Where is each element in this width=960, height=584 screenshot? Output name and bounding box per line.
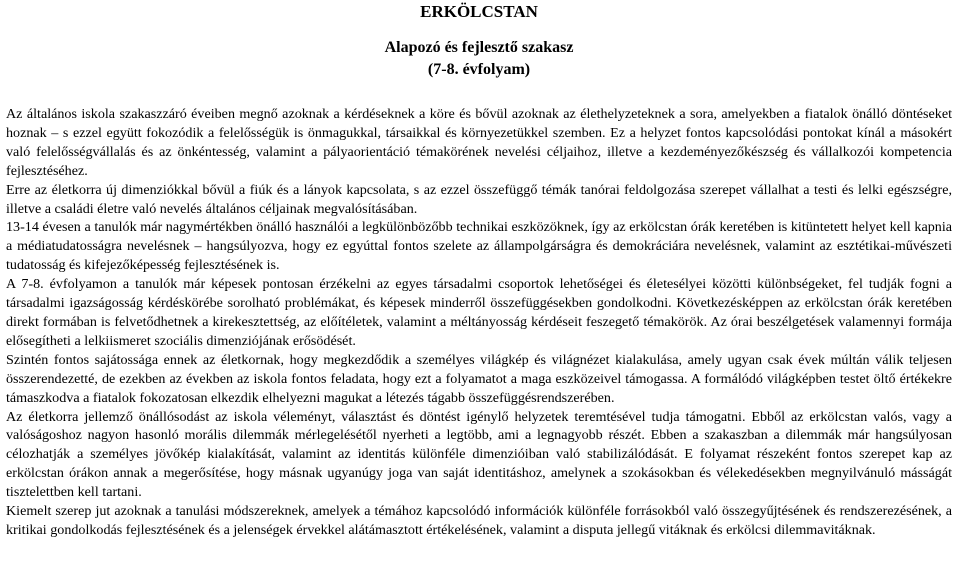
document-subtitle	[6, 37, 952, 81]
paragraph-1: Az általános iskola szakaszzáró éveiben megnő azoknak a kérdéseknek a köre és bővül azoknak az élethelyzeteknek a sora, amelyekben a fiatalok önálló döntéseket hoznak – s ezzel együtt fokozódik a felelősségük is önmagukkal, társaikkal és környezetükkel szemben. Ez a helyzet fontos kapcsolódási pontokat kínál a másokért való felelősségvállalás és az önkéntesség, valamint a pályaorientáció témakörének nevelési céljaihoz, illetve a kezdeményezőkészség és vállalkozói kompetencia fejlesztéséhez.	[6, 106, 952, 179]
paragraph-5: Szintén fontos sajátossága ennek az életkornak, hogy megkezdődik a személyes világkép és világnézet kialakulása, amely ugyan csak évek múltán válik teljesen összerendezetté, de ezekben az években az iskola fontos feladata, hogy ezt a folyamatot a maga eszközeivel támogassa. A formálódó világképben testet öltő értékekre támaszkodva a fiatalok fokozatosan elkezdik elhelyezni magukat a létezés tágabb összefüggésrendszerében.	[6, 351, 952, 406]
paragraph-2: Erre az életkorra új dimenziókkal bővül a fiúk és a lányok kapcsolata, s az ezzel összefüggő témák tanórai feldolgozása szerepet vállalhat a testi és lelki egészségre, illetve a családi életre való nevelés általános céljainak megvalósításában.	[6, 181, 952, 217]
subtitle-line-1: Alapozó és fejlesztő szakasz	[384, 39, 574, 56]
paragraph-4: A 7-8. évfolyamon a tanulók már képesek pontosan érzékelni az egyes társadalmi csoportok lehetőségei és életesélyei közötti különbségeket, fel tudják fogni a társadalmi igazságosság kérdéskörébe sorolható problémákat, és képesek minderről összefüggésekben gondolkodni. Következésképpen az erkölcstan órák keretében direkt formában is felvetődhetnek a kirekesztettség, az előítéletek, valamint a méltányosság kérdéseit feszegető témakörök. Az órai beszélgetések valamennyi formája elősegítheti a lelkiismeret szociális dimenziójának erősödését.	[6, 276, 952, 349]
document-body	[6, 105, 952, 540]
paragraph-7: Kiemelt szerep jut azoknak a tanulási módszereknek, amelyek a témához kapcsolódó információk különféle forrásokból való összegyűjtésének és rendszerezésének, a kritikai gondolkodás fejlesztésének és a jelenségek érvekkel alátámasztott értékelésének, valamint a disputa jellegű vitáknak és erkölcsi dilemmavitáknak.	[6, 503, 952, 538]
document-title: ERKÖLCSTAN	[420, 2, 538, 21]
subtitle-line-2: (7-8. évfolyam)	[427, 61, 531, 78]
paragraph-6: Az életkorra jellemző önállósodást az iskola véleményt, választást és döntést igénylő helyzetek teremtésével tudja támogatni. Ebből az erkölcstan valós, vagy a valóságoshoz nagyon hasonló morális dilemmák mérlegelésétől nyerheti a legtöbb, ami a legnagyobb részét. Ebben a szakaszban a dilemmák már hangsúlyosan célozhatják a személyes jövőkép kialakítását, valamint az identitás különféle dimenzióiban való stabilizálódását. E folyamat részeként fontos szerepet kap az erkölcstan órákon annak a megerősítése, hogy másnak ugyanúgy joga van saját identitáshoz, amelynek a szokásokban és vélekedésekben megnyilvánuló másságát tisztelettben kell tartani.	[6, 408, 952, 501]
paragraph-3: 13-14 évesen a tanulók már nagymértékben önálló használói a legkülönbözőbb technikai eszközöknek, így az erkölcstan órák keretében is kitüntetett helyet kell kapnia a médiatudatosságra nevelésnek – hangsúlyozva, hogy ez egyúttal fontos szelete az állampolgárságra és demokráciára nevelésnek, valamint az esztétikai-művészeti tudatosság és kifejezőképesség fejlesztésének is.	[6, 219, 952, 274]
